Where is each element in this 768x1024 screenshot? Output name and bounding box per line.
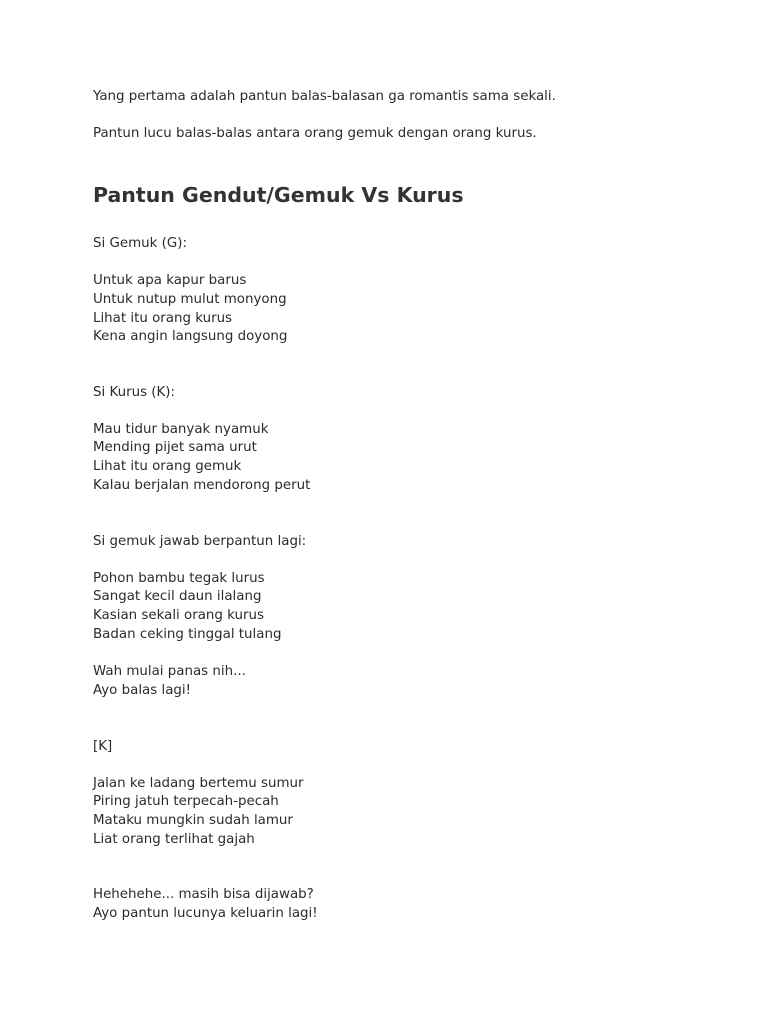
comment-line: Ayo pantun lucunya keluarin lagi! — [93, 906, 318, 921]
verse-line: Lihat itu orang kurus — [93, 311, 233, 326]
verse-line: Untuk apa kapur barus — [93, 273, 247, 288]
comment-line: Ayo balas lagi! — [93, 683, 192, 698]
comment-line: Hehehehe... masih bisa dijawab? — [93, 887, 314, 902]
intro-line-2: Pantun lucu balas-balas antara orang gemuk dengan orang kurus. — [93, 126, 537, 141]
verse-line: Kasian sekali orang kurus — [93, 608, 264, 623]
verse-line: Badan ceking tinggal tulang — [93, 627, 282, 642]
page-title: Pantun Gendut/Gemuk Vs Kurus — [93, 183, 464, 207]
verse-line: Lihat itu orang gemuk — [93, 459, 242, 474]
verse-line: Piring jatuh terpecah-pecah — [93, 794, 279, 809]
speaker-label-gemuk: Si Gemuk (G): — [93, 236, 187, 251]
verse-line: Untuk nutup mulut monyong — [93, 292, 287, 307]
speaker-label-gemuk-reply: Si gemuk jawab berpantun lagi: — [93, 534, 307, 549]
verse-line: Sangat kecil daun ilalang — [93, 589, 262, 604]
verse-line: Pohon bambu tegak lurus — [93, 571, 265, 586]
speaker-label-k: [K] — [93, 739, 113, 754]
verse-line: Kena angin langsung doyong — [93, 329, 288, 344]
verse-line: Kalau berjalan mendorong perut — [93, 478, 311, 493]
verse-line: Jalan ke ladang bertemu sumur — [93, 776, 304, 791]
verse-line: Liat orang terlihat gajah — [93, 832, 255, 847]
verse-line: Mataku mungkin sudah lamur — [93, 813, 293, 828]
intro-line-1: Yang pertama adalah pantun balas-balasan ga romantis sama sekali. — [93, 89, 556, 104]
comment-line: Wah mulai panas nih... — [93, 664, 246, 679]
verse-line: Mending pijet sama urut — [93, 440, 257, 455]
speaker-label-kurus: Si Kurus (K): — [93, 385, 176, 400]
verse-line: Mau tidur banyak nyamuk — [93, 422, 269, 437]
